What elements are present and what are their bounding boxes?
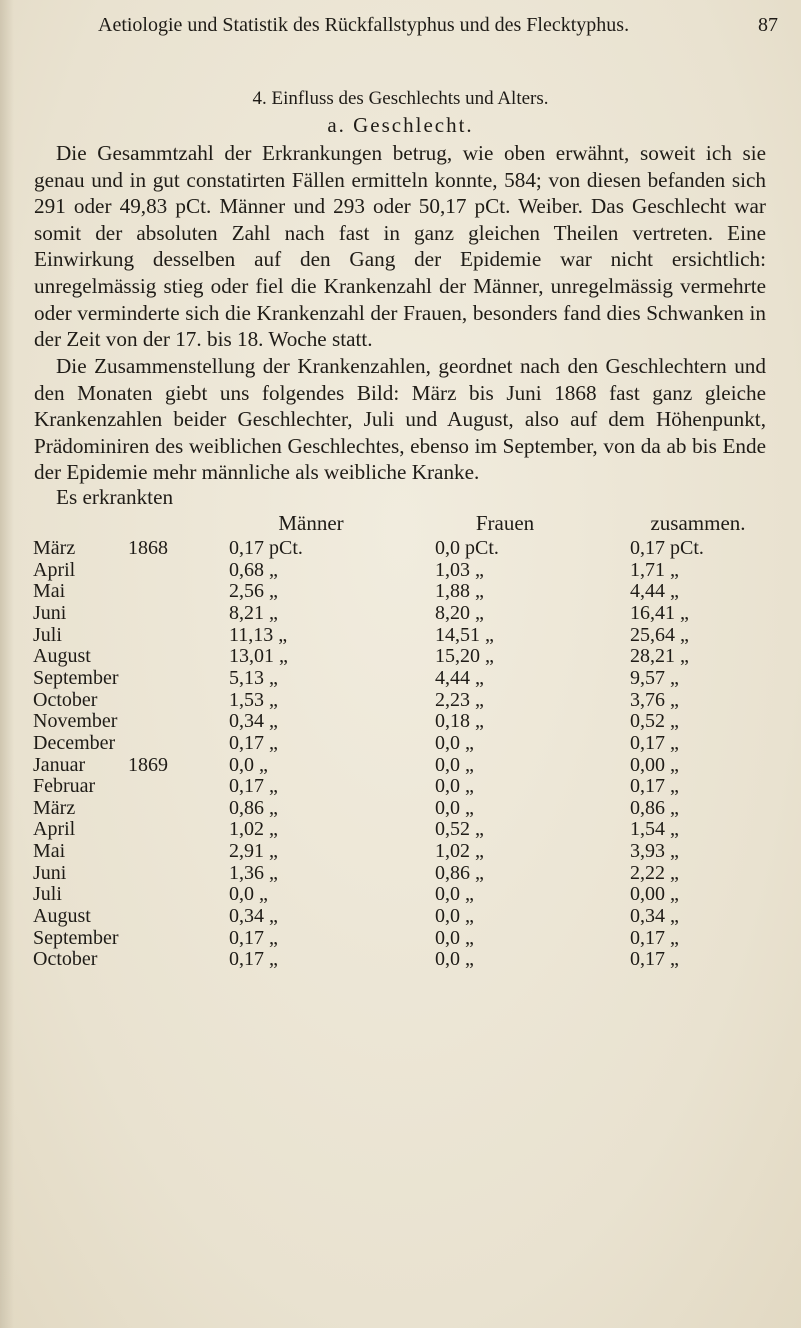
men-value: 2,56 „ bbox=[229, 580, 278, 603]
section-subtitle: a. Geschlecht. bbox=[327, 113, 474, 137]
column-header-maenner: Männer bbox=[278, 511, 344, 535]
column-header-zusammen: zusammen. bbox=[650, 511, 746, 535]
men-value: 0,86 „ bbox=[229, 796, 278, 819]
running-title: Aetiologie und Statistik des Rückfallstyphus und des Flecktyphus. bbox=[98, 14, 630, 36]
women-value: 0,52 „ bbox=[435, 818, 484, 841]
women-value: 0,0 „ bbox=[435, 775, 474, 798]
table-row bbox=[0, 537, 801, 559]
women-value: 1,88 „ bbox=[435, 580, 484, 603]
men-value: 0,34 „ bbox=[229, 710, 278, 733]
month-label: November bbox=[33, 710, 118, 733]
total-value: 0,17 pCt. bbox=[630, 537, 704, 559]
total-value: 0,34 „ bbox=[630, 905, 679, 928]
table-row bbox=[0, 667, 801, 689]
men-value: 0,0 „ bbox=[229, 883, 268, 906]
month-label: Juni bbox=[33, 601, 67, 624]
total-value: 16,41 „ bbox=[630, 601, 689, 624]
men-value: 0,68 „ bbox=[229, 558, 278, 581]
month-label: Juli bbox=[33, 623, 62, 646]
table-row bbox=[0, 710, 801, 732]
paragraph-1: Die Gesammtzahl der Erkrankungen betrug, wie oben erwähnt, soweit ich sie genau und in gut constatirten Fällen ermitteln konnte, 584; von diesen befanden sich 291 oder 49,83 pCt. Männer und 293 oder 50,17 pCt. Weiber. Das Geschlecht war somit der absoluten Zahl nach fast in ganz gleichen Theilen vertreten. Eine Einwirkung desselben auf den Gang der Epidemie war nicht ersichtlich: unregelmässig stieg oder fiel die Krankenzahl der Männer, unregelmässig vermehrte oder verminderte sich die Krankenzahl der Frauen, besonders fand dies Schwanken in der Zeit von der 17. bis 18. Woche statt. bbox=[34, 141, 766, 352]
total-value: 1,54 „ bbox=[630, 818, 679, 841]
month-label: August bbox=[33, 645, 91, 668]
men-value: 0,17 „ bbox=[229, 775, 278, 798]
women-value: 0,0 „ bbox=[435, 731, 474, 754]
page-number: 87 bbox=[758, 14, 778, 36]
total-value: 4,44 „ bbox=[630, 580, 679, 603]
table-row bbox=[0, 862, 801, 884]
women-value: 4,44 „ bbox=[435, 666, 484, 689]
total-value: 0,17 „ bbox=[630, 926, 679, 949]
women-value: 1,03 „ bbox=[435, 558, 484, 581]
women-value: 0,0 „ bbox=[435, 883, 474, 906]
women-value: 0,0 „ bbox=[435, 905, 474, 928]
table-row bbox=[0, 905, 801, 927]
month-label: Februar bbox=[33, 775, 96, 798]
month-label: Mai bbox=[33, 840, 66, 863]
men-value: 0,34 „ bbox=[229, 905, 278, 928]
women-value: 15,20 „ bbox=[435, 645, 494, 668]
column-header-frauen: Frauen bbox=[475, 511, 535, 535]
men-value: 1,36 „ bbox=[229, 861, 278, 884]
women-value: 0,0 „ bbox=[435, 948, 474, 971]
section-title: 4. Einfluss des Geschlechts und Alters. bbox=[252, 88, 549, 109]
table-row bbox=[0, 624, 801, 646]
month-label: September bbox=[33, 926, 119, 949]
total-value: 0,52 „ bbox=[630, 710, 679, 733]
total-value: 0,00 „ bbox=[630, 753, 679, 776]
women-value: 0,0 „ bbox=[435, 796, 474, 819]
table-row bbox=[0, 732, 801, 754]
month-label: Januar bbox=[33, 753, 86, 776]
table-row bbox=[0, 883, 801, 905]
men-value: 0,0 „ bbox=[229, 753, 268, 776]
women-value: 0,18 „ bbox=[435, 710, 484, 733]
men-value: 13,01 „ bbox=[229, 645, 288, 668]
total-value: 0,86 „ bbox=[630, 796, 679, 819]
total-value: 28,21 „ bbox=[630, 645, 689, 668]
month-label: October bbox=[33, 948, 98, 971]
year-label: 1868 bbox=[128, 537, 168, 559]
men-value: 8,21 „ bbox=[229, 601, 278, 624]
total-value: 0,17 „ bbox=[630, 775, 679, 798]
table-row bbox=[0, 818, 801, 840]
women-value: 14,51 „ bbox=[435, 623, 494, 646]
table-row bbox=[0, 645, 801, 667]
month-label: December bbox=[33, 731, 116, 754]
table-row bbox=[0, 602, 801, 624]
men-value: 2,91 „ bbox=[229, 840, 278, 863]
total-value: 1,71 „ bbox=[630, 558, 679, 581]
men-value: 0,17 pCt. bbox=[229, 537, 303, 559]
women-value: 1,02 „ bbox=[435, 840, 484, 863]
month-label: April bbox=[33, 558, 76, 581]
year-label: 1869 bbox=[128, 753, 168, 776]
table-row bbox=[0, 559, 801, 581]
month-label: Mai bbox=[33, 580, 66, 603]
month-label: October bbox=[33, 688, 98, 711]
women-value: 8,20 „ bbox=[435, 601, 484, 624]
table-row bbox=[0, 775, 801, 797]
total-value: 0,17 „ bbox=[630, 731, 679, 754]
table-row bbox=[0, 948, 801, 970]
men-value: 0,17 „ bbox=[229, 926, 278, 949]
month-label: August bbox=[33, 905, 91, 928]
total-value: 3,76 „ bbox=[630, 688, 679, 711]
men-value: 11,13 „ bbox=[229, 623, 288, 646]
table-row bbox=[0, 927, 801, 949]
table-row bbox=[0, 840, 801, 862]
women-value: 2,23 „ bbox=[435, 688, 484, 711]
women-value: 0,0 pCt. bbox=[435, 537, 499, 559]
month-label: Juni bbox=[33, 861, 67, 884]
total-value: 3,93 „ bbox=[630, 840, 679, 863]
men-value: 0,17 „ bbox=[229, 948, 278, 971]
men-value: 5,13 „ bbox=[229, 666, 278, 689]
table-row bbox=[0, 754, 801, 776]
total-value: 0,00 „ bbox=[630, 883, 679, 906]
men-value: 0,17 „ bbox=[229, 731, 278, 754]
paragraph-2: Die Zusammenstellung der Krankenzahlen, geordnet nach den Geschlechtern und den Monaten giebt uns folgendes Bild: März bis Juni 1868 fast ganz gleiche Krankenzahlen beider Geschlechter, Juli und August, also auf dem Höhenpunkt, Prädominiren des weiblichen Geschlechtes, ebenso im September, von da ab bis Ende der Epidemie mehr männliche als weibliche Kranke. bbox=[34, 354, 766, 485]
table-row bbox=[0, 797, 801, 819]
table-intro: Es erkrankten bbox=[56, 485, 174, 509]
table-row bbox=[0, 580, 801, 602]
total-value: 9,57 „ bbox=[630, 666, 679, 689]
running-header bbox=[98, 14, 778, 44]
month-label: März bbox=[33, 537, 76, 559]
total-value: 25,64 „ bbox=[630, 623, 689, 646]
women-value: 0,0 „ bbox=[435, 926, 474, 949]
table-row bbox=[0, 689, 801, 711]
month-label: Juli bbox=[33, 883, 62, 906]
month-label: April bbox=[33, 818, 76, 841]
month-label: September bbox=[33, 666, 119, 689]
month-label: März bbox=[33, 796, 76, 819]
women-value: 0,86 „ bbox=[435, 861, 484, 884]
men-value: 1,53 „ bbox=[229, 688, 278, 711]
women-value: 0,0 „ bbox=[435, 753, 474, 776]
total-value: 0,17 „ bbox=[630, 948, 679, 971]
total-value: 2,22 „ bbox=[630, 861, 679, 884]
men-value: 1,02 „ bbox=[229, 818, 278, 841]
